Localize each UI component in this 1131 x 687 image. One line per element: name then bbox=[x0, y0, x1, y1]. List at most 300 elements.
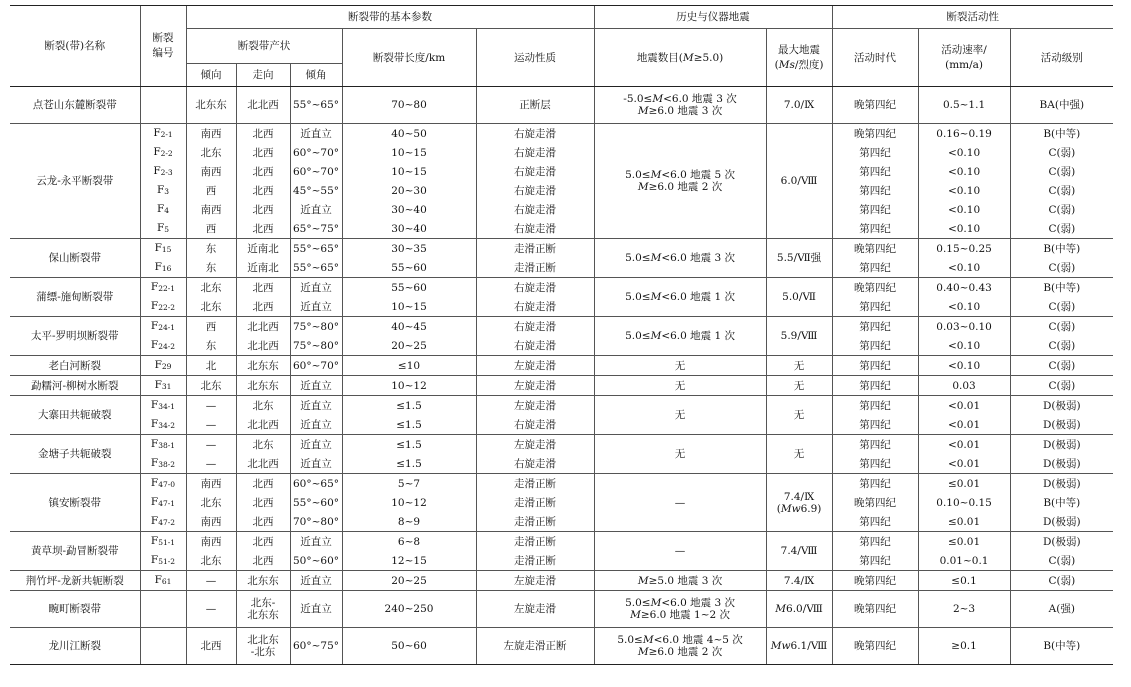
table-row bbox=[10, 124, 1113, 144]
activity-period: 第四纪 bbox=[832, 200, 918, 219]
motion-type: 右旋走滑 bbox=[476, 200, 594, 219]
dip-angle: 近直立 bbox=[290, 200, 342, 219]
activity-level: B(中等) bbox=[1010, 124, 1113, 144]
fault-name: 勐糯河-柳树水断裂 bbox=[10, 376, 140, 396]
fault-length: 12~15 bbox=[342, 551, 476, 571]
activity-level: D(极弱) bbox=[1010, 396, 1113, 416]
fault-name: 畹町断裂带 bbox=[10, 591, 140, 628]
dip-direction: 东 bbox=[186, 336, 236, 356]
dip-direction: 北东 bbox=[186, 376, 236, 396]
motion-type: 走滑正断 bbox=[476, 474, 594, 494]
fault-length: 20~25 bbox=[342, 571, 476, 591]
activity-period: 第四纪 bbox=[832, 143, 918, 162]
motion-type: 右旋走滑 bbox=[476, 317, 594, 337]
dip-angle: 60°~70° bbox=[290, 356, 342, 376]
activity-period: 第四纪 bbox=[832, 551, 918, 571]
activity-level: B(中等) bbox=[1010, 278, 1113, 298]
dip-direction: 北西 bbox=[186, 628, 236, 665]
dip-angle: 近直立 bbox=[290, 454, 342, 474]
activity-rate: <0.01 bbox=[918, 435, 1010, 455]
activity-rate: <0.01 bbox=[918, 396, 1010, 416]
activity-period: 晚第四纪 bbox=[832, 239, 918, 259]
table-row bbox=[10, 396, 1113, 416]
fault-length: 30~35 bbox=[342, 239, 476, 259]
activity-period: 晚第四纪 bbox=[832, 278, 918, 298]
activity-rate: <0.10 bbox=[918, 162, 1010, 181]
strike: 北北西 bbox=[236, 336, 290, 356]
max-quake: 5.9/Ⅷ bbox=[766, 317, 832, 356]
dip-direction: — bbox=[186, 454, 236, 474]
strike: 北东东 bbox=[236, 376, 290, 396]
activity-level: BA(中强) bbox=[1010, 87, 1113, 124]
quake-count: 无 bbox=[594, 376, 766, 396]
motion-type: 左旋走滑 bbox=[476, 435, 594, 455]
max-quake: 无 bbox=[766, 356, 832, 376]
dip-direction: 西 bbox=[186, 181, 236, 200]
dip-direction: 南西 bbox=[186, 200, 236, 219]
fault-code: F16 bbox=[140, 258, 186, 278]
table-row bbox=[10, 162, 1113, 181]
fault-length: 55~60 bbox=[342, 258, 476, 278]
table-row bbox=[10, 591, 1113, 628]
dip-direction: 东 bbox=[186, 258, 236, 278]
fault-name: 点苍山东麓断裂带 bbox=[10, 87, 140, 124]
activity-period: 第四纪 bbox=[832, 532, 918, 552]
dip-direction: — bbox=[186, 591, 236, 628]
strike: 近南北 bbox=[236, 258, 290, 278]
activity-period: 晚第四纪 bbox=[832, 124, 918, 144]
fault-name: 荆竹坪-龙新共轭断裂 bbox=[10, 571, 140, 591]
fault-code: F31 bbox=[140, 376, 186, 396]
max-quake: 无 bbox=[766, 396, 832, 435]
dip-angle: 60°~70° bbox=[290, 162, 342, 181]
dip-direction: 东 bbox=[186, 239, 236, 259]
dip-angle: 近直立 bbox=[290, 435, 342, 455]
fault-length: 55~60 bbox=[342, 278, 476, 298]
table-row bbox=[10, 474, 1113, 494]
activity-rate: 0.5~1.1 bbox=[918, 87, 1010, 124]
fault-length: ≤1.5 bbox=[342, 454, 476, 474]
fault-name: 云龙-永平断裂带 bbox=[10, 124, 140, 239]
dip-angle: 近直立 bbox=[290, 297, 342, 317]
table-row bbox=[10, 219, 1113, 239]
table-row bbox=[10, 551, 1113, 571]
activity-rate: ≥0.1 bbox=[918, 628, 1010, 665]
fault-name: 蒲缥-施甸断裂带 bbox=[10, 278, 140, 317]
table-row bbox=[10, 297, 1113, 317]
activity-rate: <0.10 bbox=[918, 336, 1010, 356]
dip-angle: 近直立 bbox=[290, 396, 342, 416]
dip-direction: 北东 bbox=[186, 143, 236, 162]
max-quake: 7.4/Ⅸ (Mw6.9) bbox=[766, 474, 832, 532]
activity-rate: <0.10 bbox=[918, 181, 1010, 200]
strike: 北西 bbox=[236, 124, 290, 144]
activity-rate: 0.03 bbox=[918, 376, 1010, 396]
fault-length: 10~12 bbox=[342, 493, 476, 512]
motion-type: 走滑正断 bbox=[476, 532, 594, 552]
fault-length: 10~15 bbox=[342, 143, 476, 162]
header-name: 断裂(带)名称 bbox=[10, 6, 140, 87]
dip-angle: 45°~55° bbox=[290, 181, 342, 200]
fault-code bbox=[140, 628, 186, 665]
header-basic-params: 断裂带的基本参数 bbox=[186, 6, 594, 29]
activity-level: D(极弱) bbox=[1010, 532, 1113, 552]
motion-type: 左旋走滑正断 bbox=[476, 628, 594, 665]
table-row bbox=[10, 239, 1113, 259]
activity-level: C(弱) bbox=[1010, 258, 1113, 278]
dip-direction: 南西 bbox=[186, 512, 236, 532]
strike: 北西 bbox=[236, 532, 290, 552]
activity-rate: ≤0.01 bbox=[918, 532, 1010, 552]
activity-level: C(弱) bbox=[1010, 297, 1113, 317]
dip-angle: 近直立 bbox=[290, 532, 342, 552]
quake-count: 无 bbox=[594, 396, 766, 435]
fault-length: ≤1.5 bbox=[342, 396, 476, 416]
fault-length: 6~8 bbox=[342, 532, 476, 552]
motion-type: 右旋走滑 bbox=[476, 336, 594, 356]
fault-length: 240~250 bbox=[342, 591, 476, 628]
fault-code: F22-1 bbox=[140, 278, 186, 298]
dip-angle: 60°~70° bbox=[290, 143, 342, 162]
header-code: 断裂 编号 bbox=[140, 6, 186, 87]
table-row bbox=[10, 143, 1113, 162]
dip-angle: 75°~80° bbox=[290, 336, 342, 356]
strike: 北西 bbox=[236, 200, 290, 219]
table-row bbox=[10, 415, 1113, 435]
fault-code: F3 bbox=[140, 181, 186, 200]
fault-length: 30~40 bbox=[342, 219, 476, 239]
fault-code: F2-3 bbox=[140, 162, 186, 181]
fault-code: F38-2 bbox=[140, 454, 186, 474]
fault-length: 10~12 bbox=[342, 376, 476, 396]
activity-level: D(极弱) bbox=[1010, 454, 1113, 474]
header-attitude: 断裂带产状 bbox=[186, 29, 342, 64]
activity-level: C(弱) bbox=[1010, 219, 1113, 239]
strike: 北东 bbox=[236, 396, 290, 416]
activity-rate: 0.40~0.43 bbox=[918, 278, 1010, 298]
strike: 北西 bbox=[236, 474, 290, 494]
motion-type: 左旋走滑 bbox=[476, 591, 594, 628]
motion-type: 右旋走滑 bbox=[476, 162, 594, 181]
quake-count: 5.0≤M<6.0 地震 3 次 M≥6.0 地震 1~2 次 bbox=[594, 591, 766, 628]
activity-period: 第四纪 bbox=[832, 181, 918, 200]
activity-period: 第四纪 bbox=[832, 474, 918, 494]
fault-length: 40~50 bbox=[342, 124, 476, 144]
dip-direction: — bbox=[186, 571, 236, 591]
activity-level: C(弱) bbox=[1010, 181, 1113, 200]
strike: 近南北 bbox=[236, 239, 290, 259]
fault-length: 20~25 bbox=[342, 336, 476, 356]
dip-direction: 北东 bbox=[186, 297, 236, 317]
fault-code: F34-1 bbox=[140, 396, 186, 416]
fault-name: 龙川江断裂 bbox=[10, 628, 140, 665]
activity-level: C(弱) bbox=[1010, 317, 1113, 337]
quake-count: -5.0≤M<6.0 地震 3 次 M≥6.0 地震 3 次 bbox=[594, 87, 766, 124]
activity-rate: <0.10 bbox=[918, 219, 1010, 239]
quake-count: 5.0≤M<6.0 地震 4~5 次 M≥6.0 地震 2 次 bbox=[594, 628, 766, 665]
quake-count: M≥5.0 地震 3 次 bbox=[594, 571, 766, 591]
strike: 北西 bbox=[236, 278, 290, 298]
fault-length: 20~30 bbox=[342, 181, 476, 200]
motion-type: 左旋走滑 bbox=[476, 396, 594, 416]
fault-code: F47-2 bbox=[140, 512, 186, 532]
fault-code: F24-2 bbox=[140, 336, 186, 356]
activity-rate: <0.01 bbox=[918, 454, 1010, 474]
strike: 北西 bbox=[236, 162, 290, 181]
dip-angle: 70°~80° bbox=[290, 512, 342, 532]
motion-type: 右旋走滑 bbox=[476, 181, 594, 200]
activity-level: C(弱) bbox=[1010, 336, 1113, 356]
activity-level: C(弱) bbox=[1010, 376, 1113, 396]
header-length: 断裂带长度/km bbox=[342, 29, 476, 87]
activity-rate: <0.10 bbox=[918, 297, 1010, 317]
max-quake: 无 bbox=[766, 376, 832, 396]
max-quake: Mw6.1/Ⅷ bbox=[766, 628, 832, 665]
dip-direction: — bbox=[186, 396, 236, 416]
max-quake: M6.0/Ⅷ bbox=[766, 591, 832, 628]
activity-rate: <0.01 bbox=[918, 415, 1010, 435]
dip-direction: 北东东 bbox=[186, 87, 236, 124]
table-row bbox=[10, 258, 1113, 278]
max-quake: 7.4/Ⅷ bbox=[766, 532, 832, 571]
table-row bbox=[10, 336, 1113, 356]
table-row bbox=[10, 376, 1113, 396]
table-row bbox=[10, 317, 1113, 337]
dip-angle: 近直立 bbox=[290, 278, 342, 298]
strike: 北北西 bbox=[236, 87, 290, 124]
quake-count: — bbox=[594, 532, 766, 571]
fault-code: F47-0 bbox=[140, 474, 186, 494]
motion-type: 正断层 bbox=[476, 87, 594, 124]
dip-angle: 近直立 bbox=[290, 124, 342, 144]
dip-direction: 西 bbox=[186, 317, 236, 337]
strike: 北北东 -北东 bbox=[236, 628, 290, 665]
activity-period: 晚第四纪 bbox=[832, 571, 918, 591]
dip-direction: 北东 bbox=[186, 278, 236, 298]
strike: 北东东 bbox=[236, 571, 290, 591]
header-max-quake: 最大地震 (Ms/烈度) bbox=[766, 29, 832, 87]
table-row bbox=[10, 628, 1113, 665]
motion-type: 走滑正断 bbox=[476, 551, 594, 571]
strike: 北西 bbox=[236, 181, 290, 200]
table-row bbox=[10, 181, 1113, 200]
dip-direction: 北东 bbox=[186, 493, 236, 512]
fault-code: F47-1 bbox=[140, 493, 186, 512]
table-row bbox=[10, 278, 1113, 298]
motion-type: 右旋走滑 bbox=[476, 143, 594, 162]
quake-count: 5.0≤M<6.0 地震 1 次 bbox=[594, 317, 766, 356]
activity-rate: ≤0.01 bbox=[918, 474, 1010, 494]
activity-period: 第四纪 bbox=[832, 376, 918, 396]
strike: 北西 bbox=[236, 512, 290, 532]
fault-code: F4 bbox=[140, 200, 186, 219]
dip-direction: 南西 bbox=[186, 532, 236, 552]
activity-level: C(弱) bbox=[1010, 356, 1113, 376]
motion-type: 走滑正断 bbox=[476, 239, 594, 259]
dip-angle: 50°~60° bbox=[290, 551, 342, 571]
motion-type: 走滑正断 bbox=[476, 493, 594, 512]
strike: 北西 bbox=[236, 493, 290, 512]
dip-angle: 近直立 bbox=[290, 591, 342, 628]
fault-name: 保山断裂带 bbox=[10, 239, 140, 278]
dip-angle: 55°~60° bbox=[290, 493, 342, 512]
activity-level: A(强) bbox=[1010, 591, 1113, 628]
fault-code: F5 bbox=[140, 219, 186, 239]
activity-level: C(弱) bbox=[1010, 551, 1113, 571]
max-quake: 7.0/Ⅸ bbox=[766, 87, 832, 124]
header-activity: 断裂活动性 bbox=[832, 6, 1113, 29]
dip-direction: 西 bbox=[186, 219, 236, 239]
header-quake-count: 地震数目(M≥5.0) bbox=[594, 29, 766, 87]
fault-name: 镇安断裂带 bbox=[10, 474, 140, 532]
motion-type: 右旋走滑 bbox=[476, 454, 594, 474]
fault-name: 老白河断裂 bbox=[10, 356, 140, 376]
max-quake: 6.0/Ⅷ bbox=[766, 124, 832, 239]
activity-rate: ≤0.1 bbox=[918, 571, 1010, 591]
fault-name: 太平-罗明坝断裂带 bbox=[10, 317, 140, 356]
activity-level: D(极弱) bbox=[1010, 512, 1113, 532]
strike: 北东- 北东东 bbox=[236, 591, 290, 628]
activity-level: C(弱) bbox=[1010, 143, 1113, 162]
fault-code: F2-2 bbox=[140, 143, 186, 162]
activity-period: 第四纪 bbox=[832, 336, 918, 356]
activity-period: 第四纪 bbox=[832, 162, 918, 181]
dip-direction: 南西 bbox=[186, 124, 236, 144]
strike: 北东 bbox=[236, 435, 290, 455]
activity-level: D(极弱) bbox=[1010, 415, 1113, 435]
activity-period: 第四纪 bbox=[832, 512, 918, 532]
activity-level: B(中等) bbox=[1010, 628, 1113, 665]
max-quake: 无 bbox=[766, 435, 832, 474]
activity-period: 第四纪 bbox=[832, 396, 918, 416]
activity-period: 第四纪 bbox=[832, 454, 918, 474]
fault-length: ≤1.5 bbox=[342, 415, 476, 435]
fault-code: F29 bbox=[140, 356, 186, 376]
fault-code bbox=[140, 87, 186, 124]
table-row bbox=[10, 435, 1113, 455]
activity-level: B(中等) bbox=[1010, 493, 1113, 512]
fault-code: F22-2 bbox=[140, 297, 186, 317]
strike: 北西 bbox=[236, 143, 290, 162]
header-strike: 走向 bbox=[236, 64, 290, 87]
fault-length: 70~80 bbox=[342, 87, 476, 124]
dip-angle: 65°~75° bbox=[290, 219, 342, 239]
table-row bbox=[10, 356, 1113, 376]
fault-length: 30~40 bbox=[342, 200, 476, 219]
header-motion: 运动性质 bbox=[476, 29, 594, 87]
motion-type: 左旋走滑 bbox=[476, 376, 594, 396]
table-row bbox=[10, 493, 1113, 512]
dip-direction: — bbox=[186, 415, 236, 435]
motion-type: 右旋走滑 bbox=[476, 278, 594, 298]
dip-angle: 55°~65° bbox=[290, 258, 342, 278]
strike: 北北西 bbox=[236, 415, 290, 435]
fault-length: ≤1.5 bbox=[342, 435, 476, 455]
fault-code: F61 bbox=[140, 571, 186, 591]
motion-type: 右旋走滑 bbox=[476, 415, 594, 435]
activity-rate: 0.03~0.10 bbox=[918, 317, 1010, 337]
strike: 北东东 bbox=[236, 356, 290, 376]
fault-name: 金塘子共轭破裂 bbox=[10, 435, 140, 474]
dip-angle: 近直立 bbox=[290, 376, 342, 396]
motion-type: 右旋走滑 bbox=[476, 297, 594, 317]
fault-length: 8~9 bbox=[342, 512, 476, 532]
activity-rate: ≤0.01 bbox=[918, 512, 1010, 532]
activity-period: 第四纪 bbox=[832, 356, 918, 376]
dip-direction: 北东 bbox=[186, 551, 236, 571]
quake-count: 5.0≤M<6.0 地震 3 次 bbox=[594, 239, 766, 278]
activity-period: 第四纪 bbox=[832, 435, 918, 455]
max-quake: 5.0/Ⅶ bbox=[766, 278, 832, 317]
dip-angle: 近直立 bbox=[290, 415, 342, 435]
table-row bbox=[10, 532, 1113, 552]
strike: 北北西 bbox=[236, 317, 290, 337]
activity-rate: <0.10 bbox=[918, 258, 1010, 278]
activity-level: D(极弱) bbox=[1010, 474, 1113, 494]
dip-angle: 55°~65° bbox=[290, 239, 342, 259]
activity-rate: <0.10 bbox=[918, 143, 1010, 162]
activity-level: D(极弱) bbox=[1010, 435, 1113, 455]
activity-period: 第四纪 bbox=[832, 297, 918, 317]
fault-code: F38-1 bbox=[140, 435, 186, 455]
dip-direction: — bbox=[186, 435, 236, 455]
activity-rate: 0.16~0.19 bbox=[918, 124, 1010, 144]
activity-level: B(中等) bbox=[1010, 239, 1113, 259]
fault-parameter-table bbox=[10, 5, 1113, 665]
strike: 北西 bbox=[236, 219, 290, 239]
fault-length: 40~45 bbox=[342, 317, 476, 337]
quake-count: — bbox=[594, 474, 766, 532]
activity-rate: 0.15~0.25 bbox=[918, 239, 1010, 259]
dip-angle: 55°~65° bbox=[290, 87, 342, 124]
activity-period: 晚第四纪 bbox=[832, 87, 918, 124]
activity-level: C(弱) bbox=[1010, 162, 1113, 181]
activity-period: 晚第四纪 bbox=[832, 591, 918, 628]
dip-direction: 南西 bbox=[186, 474, 236, 494]
header-dip-direction: 倾向 bbox=[186, 64, 236, 87]
dip-angle: 75°~80° bbox=[290, 317, 342, 337]
activity-period: 第四纪 bbox=[832, 317, 918, 337]
dip-angle: 60°~75° bbox=[290, 628, 342, 665]
dip-angle: 60°~65° bbox=[290, 474, 342, 494]
motion-type: 右旋走滑 bbox=[476, 219, 594, 239]
fault-length: 5~7 bbox=[342, 474, 476, 494]
table-row bbox=[10, 87, 1113, 124]
activity-rate: 0.10~0.15 bbox=[918, 493, 1010, 512]
fault-code: F2-1 bbox=[140, 124, 186, 144]
fault-length: 10~15 bbox=[342, 162, 476, 181]
fault-code: F51-2 bbox=[140, 551, 186, 571]
dip-angle: 近直立 bbox=[290, 571, 342, 591]
activity-level: C(弱) bbox=[1010, 200, 1113, 219]
strike: 北西 bbox=[236, 551, 290, 571]
quake-count: 5.0≤M<6.0 地震 1 次 bbox=[594, 278, 766, 317]
dip-direction: 北 bbox=[186, 356, 236, 376]
max-quake: 7.4/Ⅸ bbox=[766, 571, 832, 591]
fault-length: 50~60 bbox=[342, 628, 476, 665]
activity-level: C(弱) bbox=[1010, 571, 1113, 591]
strike: 北北西 bbox=[236, 454, 290, 474]
dip-direction: 南西 bbox=[186, 162, 236, 181]
header-dip: 倾角 bbox=[290, 64, 342, 87]
activity-rate: 0.01~0.1 bbox=[918, 551, 1010, 571]
table-row bbox=[10, 571, 1113, 591]
table-row bbox=[10, 200, 1113, 219]
motion-type: 左旋走滑 bbox=[476, 356, 594, 376]
activity-period: 晚第四纪 bbox=[832, 628, 918, 665]
fault-code: F15 bbox=[140, 239, 186, 259]
header-quake-history: 历史与仪器地震 bbox=[594, 6, 832, 29]
